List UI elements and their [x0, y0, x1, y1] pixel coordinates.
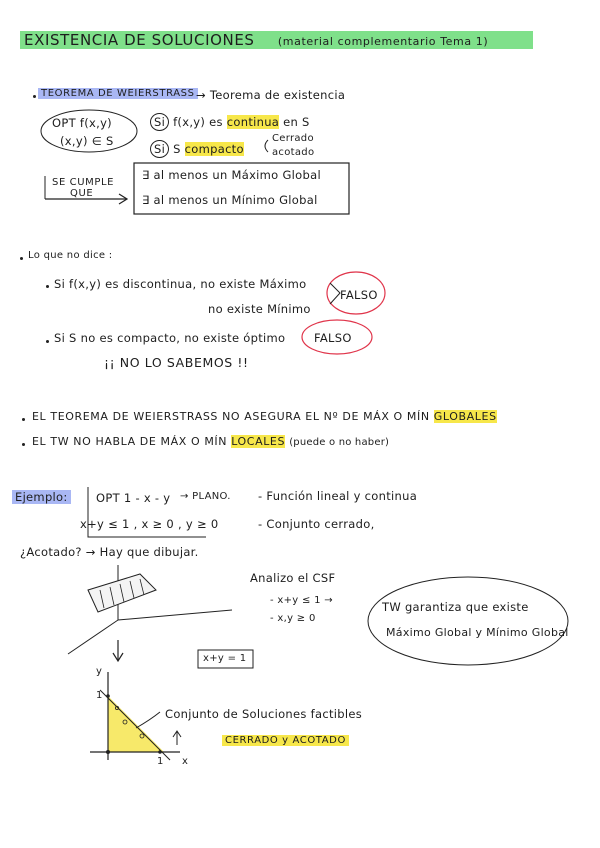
cond1-highlight: continua [226, 115, 280, 129]
opt-line-1: OPT f(x,y) [52, 116, 112, 130]
cond2-pre: S [173, 142, 181, 156]
result-max: ∃ al menos un Máximo Global [142, 168, 321, 182]
note1-text: EL TEOREMA DE WEIERSTRASS NO ASEGURA EL Nº DE MÁX O MÍN [32, 410, 430, 423]
line-equation: x+y = 1 [203, 653, 247, 664]
example-set-note: - Conjunto cerrado, [258, 517, 375, 531]
constraint-1: - x+y ≤ 1 → [270, 595, 333, 606]
cond1-pre: f(x,y) es [173, 115, 223, 129]
brace-left [265, 140, 268, 152]
cond1-post: en S [283, 115, 310, 129]
note1-highlight: GLOBALES [433, 410, 497, 423]
bullet [46, 340, 49, 343]
example-func-note: - Función lineal y continua [258, 489, 418, 503]
cond2-highlight: compacto [184, 142, 244, 156]
feasible-set: Conjunto de Soluciones factibles [165, 707, 363, 721]
cond1-tag: Si [150, 113, 169, 131]
falso-1: FALSO [340, 288, 378, 302]
result-min: ∃ al menos un Mínimo Global [142, 193, 318, 207]
se-cumple-1: SE CUMPLE [52, 177, 115, 188]
analyze-csf: Analizo el CSF [250, 571, 336, 585]
bullet [22, 443, 25, 446]
not-said-item1-line1: Si f(x,y) es discontinua, no existe Máximo [54, 277, 307, 291]
bullet [46, 285, 49, 288]
tw-guarantee-1: TW garantiza que existe [382, 600, 529, 614]
se-cumple-2: QUE [70, 188, 94, 199]
tw-guarantee-2: Máximo Global y Mínimo Global [386, 626, 569, 639]
example-constraints: x+y ≤ 1 , x ≥ 0 , y ≥ 0 [80, 517, 219, 531]
closed-bounded: CERRADO y ACOTADO [222, 735, 349, 746]
tw-oval [368, 577, 568, 665]
cond2-tag: Si [150, 140, 169, 158]
not-said-item1-line2: no existe Mínimo [208, 302, 311, 316]
bullet [22, 418, 25, 421]
example-opt: OPT 1 - x - y [96, 491, 171, 505]
note2-text: EL TW NO HABLA DE MÁX O MÍN [32, 435, 228, 448]
weierstrass-arrow: → Teorema de existencia [196, 88, 346, 102]
falso-2: FALSO [314, 331, 352, 345]
axis-x-label: x [182, 756, 189, 767]
page-title-bar [20, 31, 533, 49]
axis-y-label: y [96, 666, 103, 677]
opt-line-2: (x,y) ∈ S [60, 134, 114, 148]
example-bounded-question: ¿Acotado? → Hay que dibujar. [20, 545, 199, 559]
not-said-item2: Si S no es compacto, no existe óptimo [54, 331, 286, 345]
page-title: EXISTENCIA DE SOLUCIONES [24, 31, 255, 49]
bullet [20, 257, 23, 260]
example-plano: → PLANO. [180, 491, 231, 502]
not-said-heading: Lo que no dice : [28, 250, 113, 261]
brace-top: Cerrado [272, 133, 314, 144]
not-known: ¡¡ NO LO SABEMOS !! [104, 355, 249, 370]
brace-bottom: acotado [272, 147, 315, 158]
note2-post: (puede o no haber) [289, 437, 390, 448]
note2-highlight: LOCALES [231, 435, 286, 448]
tick-one-y: 1 [96, 690, 103, 701]
bullet [33, 95, 36, 98]
constraint-2: - x,y ≥ 0 [270, 613, 316, 624]
weierstrass-label: TEOREMA DE WEIERSTRASS [38, 88, 198, 99]
example-label: Ejemplo: [12, 490, 71, 504]
tick-one-x: 1 [157, 756, 164, 767]
page-subtitle: (material complementario Tema 1) [277, 35, 489, 48]
